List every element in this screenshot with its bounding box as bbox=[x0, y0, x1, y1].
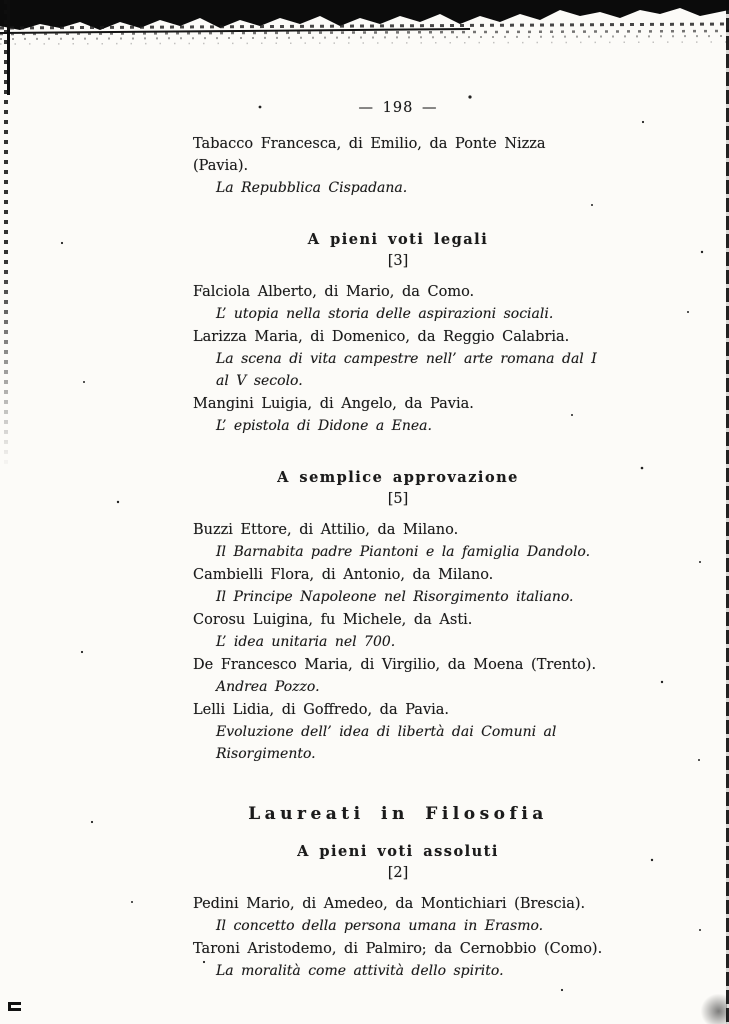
graduate-entry bbox=[193, 564, 603, 608]
graduate-entry bbox=[193, 938, 603, 982]
thesis-title: Il Principe Napoleone nel Risorgimento italiano. bbox=[216, 589, 574, 605]
thesis-title: Il Barnabita padre Piantoni e la famiglia Dandolo. bbox=[216, 544, 591, 560]
thesis-title: L’ utopia nella storia delle aspirazioni sociali. bbox=[216, 306, 554, 322]
thesis-title: La moralità come attività dello spirito. bbox=[216, 963, 504, 979]
graduate-entry bbox=[193, 609, 603, 653]
graduate-name: Cambielli Flora, di Antonio, da Milano. bbox=[193, 567, 494, 583]
thesis-title: Evoluzione dell’ idea di libertà dai Comuni al Risorgimento. bbox=[216, 724, 557, 762]
section-heading-pieni-voti-legali bbox=[193, 229, 603, 271]
thesis-title: La scena di vita campestre nell’ arte romana dal I al V secolo. bbox=[216, 351, 597, 389]
page-text-block bbox=[193, 96, 603, 983]
section-heading-semplice-approvazione bbox=[193, 467, 603, 509]
section-title: A pieni voti legali bbox=[307, 231, 489, 248]
section-heading-pieni-voti-assoluti bbox=[193, 841, 603, 883]
page-number: — 198 — bbox=[358, 100, 438, 116]
graduate-name: Taroni Aristodemo, di Palmiro, da Cernobbio (Como). bbox=[193, 941, 603, 957]
graduate-name: Corosu Luigina, fu Michele, da Asti. bbox=[193, 612, 473, 628]
graduate-name: Mangini Luigia, di Angelo, da Pavia. bbox=[193, 396, 474, 412]
chapter-heading-laureati-in-filosofia: Laureati in Filosofia bbox=[248, 804, 548, 824]
graduate-entry bbox=[193, 326, 603, 392]
graduate-entry bbox=[193, 699, 603, 765]
thesis-title: L’ epistola di Didone a Enea. bbox=[216, 418, 432, 434]
section-count: [2] bbox=[387, 865, 409, 881]
graduate-entry bbox=[193, 654, 603, 698]
graduate-name: Lelli Lidia, di Goffredo, da Pavia. bbox=[193, 702, 450, 718]
graduate-name: De Francesco Maria, di Virgilio, da Moena (Trento). bbox=[193, 657, 597, 673]
thesis-title: L’ idea unitaria nel 700. bbox=[216, 634, 396, 650]
section-count: [5] bbox=[387, 491, 409, 507]
section-title: A semplice approvazione bbox=[277, 469, 519, 486]
thesis-title: Il concetto della persona umana in Erasmo. bbox=[216, 918, 544, 934]
thesis-title: La Repubblica Cispadana. bbox=[216, 180, 408, 196]
graduate-entry bbox=[193, 519, 603, 563]
section-title: A pieni voti assoluti bbox=[297, 843, 499, 860]
graduate-entry bbox=[193, 893, 603, 937]
graduate-name: Buzzi Ettore, di Attilio, da Milano. bbox=[193, 522, 459, 538]
graduate-name: Larizza Maria, di Domenico, da Reggio Calabria. bbox=[193, 329, 570, 345]
graduate-entry bbox=[193, 393, 603, 437]
graduate-entry bbox=[193, 133, 603, 199]
graduate-name: Falciola Alberto, di Mario, da Como. bbox=[193, 284, 475, 300]
graduate-name: Pedini Mario, di Amedeo, da Montichiari (Brescia). bbox=[193, 896, 586, 912]
graduate-name: Tabacco Francesca, di Emilio, da Ponte Nizza (Pavia). bbox=[193, 136, 546, 174]
graduate-entry bbox=[193, 281, 603, 325]
thesis-title: Andrea Pozzo. bbox=[216, 679, 320, 695]
section-count: [3] bbox=[387, 253, 409, 269]
